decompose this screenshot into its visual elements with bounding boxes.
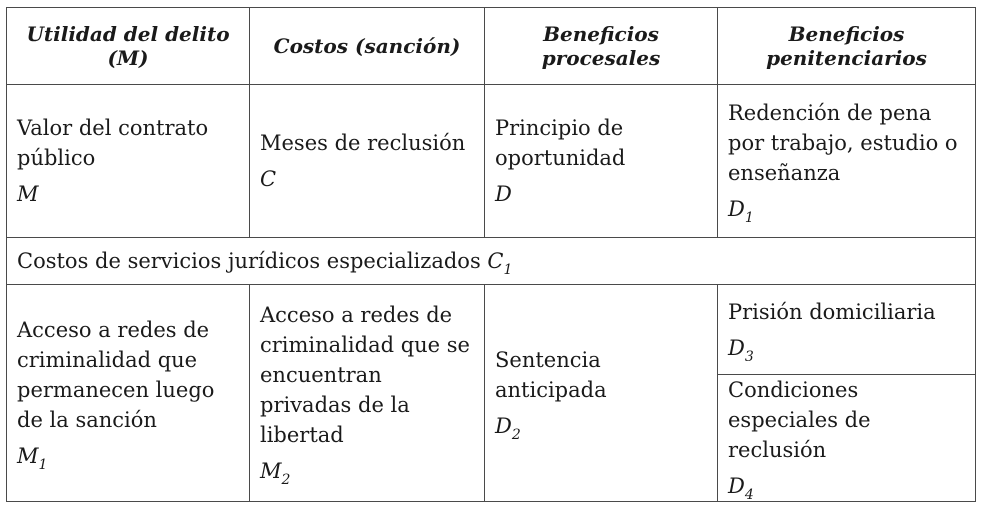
cell-text: Acceso a redes de criminalidad que se encuentran privadas de la libertad bbox=[260, 303, 470, 447]
header-row bbox=[7, 8, 976, 85]
cell-symbol: $M_2$ bbox=[260, 459, 291, 488]
cell-text: Meses de reclusión bbox=[260, 131, 466, 155]
header-costos: Costos (sanción) bbox=[250, 8, 485, 85]
cell-redencion-pena bbox=[718, 85, 976, 238]
cell-acceso-redes-2 bbox=[250, 285, 485, 502]
cell-condiciones-especiales bbox=[718, 375, 976, 502]
cell-symbol: C bbox=[260, 167, 277, 191]
cell-principio-oportunidad bbox=[485, 85, 718, 238]
table-row bbox=[7, 285, 976, 375]
cell-symbol: $D_3$ bbox=[728, 335, 754, 365]
cell-text: Condiciones especiales de reclusión bbox=[728, 378, 871, 462]
cell-symbol: $D_1$ bbox=[728, 197, 754, 226]
cell-symbol: M bbox=[17, 182, 39, 206]
cell-acceso-redes-1 bbox=[7, 285, 250, 502]
table-row bbox=[7, 85, 976, 238]
cell-symbol: D bbox=[495, 182, 512, 206]
cell-prision-domiciliaria bbox=[718, 285, 976, 375]
header-beneficios-penitenciarios: Beneficios penitenciarios bbox=[718, 8, 976, 85]
cell-symbol: $D_2$ bbox=[495, 414, 521, 443]
cell-text: Redención de pena por trabajo, estudio o enseñanza bbox=[728, 101, 958, 185]
data-table bbox=[6, 7, 976, 502]
cell-valor-contrato bbox=[7, 85, 250, 238]
header-beneficios-procesales: Beneficios procesales bbox=[485, 8, 718, 85]
cell-text: Sentencia anticipada bbox=[495, 348, 607, 402]
cell-text: Valor del contrato público bbox=[17, 116, 209, 170]
cell-symbol: $M_1$ bbox=[17, 444, 48, 473]
cell-costos-servicios bbox=[7, 238, 976, 285]
table-container bbox=[6, 7, 975, 502]
cell-symbol: $D_4$ bbox=[728, 474, 754, 503]
table-row bbox=[7, 238, 976, 285]
cell-text: Prisión domiciliaria bbox=[728, 299, 936, 324]
header-utilidad: Utilidad del delito (M) bbox=[7, 8, 250, 85]
cell-text: Principio de oportunidad bbox=[495, 116, 626, 170]
cell-meses-reclusion bbox=[250, 85, 485, 238]
cell-sentencia-anticipada bbox=[485, 285, 718, 502]
cell-text: Acceso a redes de criminalidad que permanecen luego de la sanción bbox=[17, 318, 215, 432]
cell-symbol: $C_1$ bbox=[487, 249, 513, 278]
cell-text: Costos de servicios jurídicos especializados bbox=[17, 249, 481, 273]
